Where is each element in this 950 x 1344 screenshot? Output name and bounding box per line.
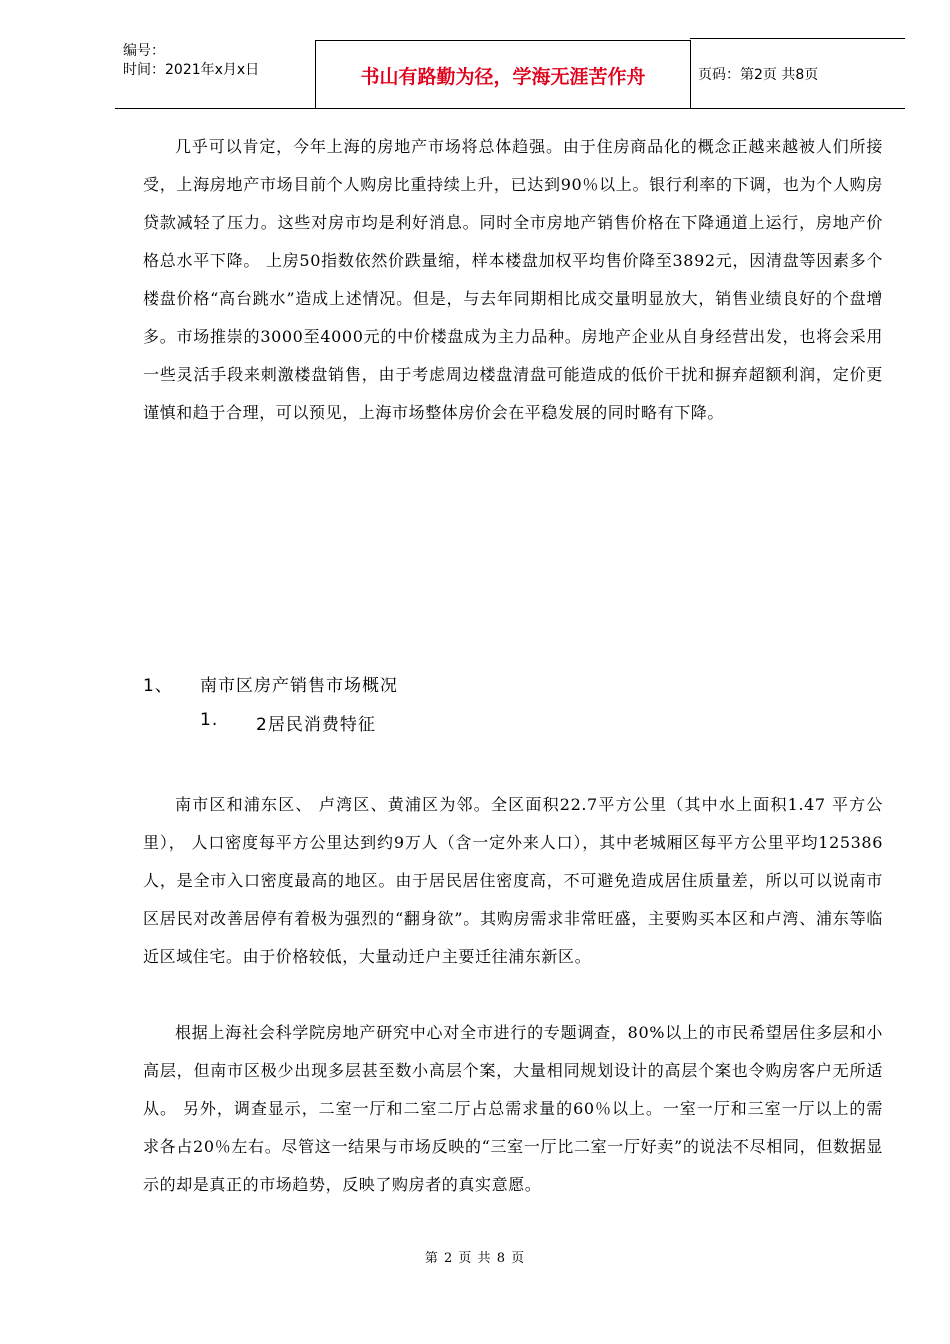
document-time-label: 时间：2021年x月x日 <box>123 62 260 78</box>
survey-paragraph: 根据上海社会科学院房地产研究中心对全市进行的专题调查，80%以上的市民希望居住多层和小高层，但南市区极少出现多层甚至数小高层个案，大量相同规划设计的高层个案也令购房客户无所适从。 另外，调查显示，二室一厅和二室二厅占总需求量的60％以上。一室一厅和三室一厅以上的需求各占20％左右。尽管这一结果与市场反映的“三室一厅比二室一厅好卖”的说法不尽相同，但数据显示的却是真正的市场趋势，反映了购房者的真实意愿。 <box>143 1023 883 1194</box>
section-1-number: 1、 <box>143 676 173 696</box>
section-1-2-number: 1. <box>200 710 219 730</box>
section-1-title: 南市区房产销售市场概况 <box>200 676 398 696</box>
section-1-2-title: 2居民消费特征 <box>256 715 376 735</box>
header-motto: 书山有路勤为径，学海无涯苦作舟 <box>315 40 691 109</box>
page-footer: 第 2 页 共 8 页 <box>424 1251 526 1266</box>
district-paragraph: 南市区和浦东区、 卢湾区、黄浦区为邻。全区面积22.7平方公里（其中水上面积1.47 平方公里）， 人口密度每平方公里达到约9万人（含一定外来人口），其中老城厢区每平方公里平均125386人，是全市入口密度最高的地区。由于居民居住密度高，不可避免造成居住质量差，所以可以说南市区居民对改善居停有着极为强烈的“翻身欲”。其购房需求非常旺盛，主要购买本区和卢湾、浦东等临近区域住宅。由于价格较低，大量动迁户主要迁往浦东新区。 <box>143 795 883 966</box>
header-page-number: 页码：第2页 共8页 <box>690 38 905 108</box>
intro-paragraph: 几乎可以肯定，今年上海的房地产市场将总体趋强。由于住房商品化的概念正越来越被人们所接受，上海房地产市场目前个人购房比重持续上升，已达到90％以上。银行利率的下调，也为个人购房贷款减轻了压力。这些对房市均是利好消息。同时全市房地产销售价格在下降通道上运行，房地产价格总水平下降。 上房50指数依然价跌量缩，样本楼盘加权平均售价降至3892元，因清盘等因素多个楼盘价格“高台跳水”造成上述情况。但是，与去年同期相比成交量明显放大，销售业绩良好的个盘增多。市场推崇的3000至4000元的中价楼盘成为主力品种。房地产企业从自身经营出发，也将会采用一些灵活手段来刺激楼盘销售，由于考虑周边楼盘清盘可能造成的低价干扰和摒弃超额利润，定价更谨慎和趋于合理，可以预见，上海市场整体房价会在平稳发展的同时略有下降。 <box>143 137 883 422</box>
header-meta <box>115 38 315 108</box>
page-header <box>115 38 905 109</box>
document-code-label: 编号： <box>123 43 165 59</box>
